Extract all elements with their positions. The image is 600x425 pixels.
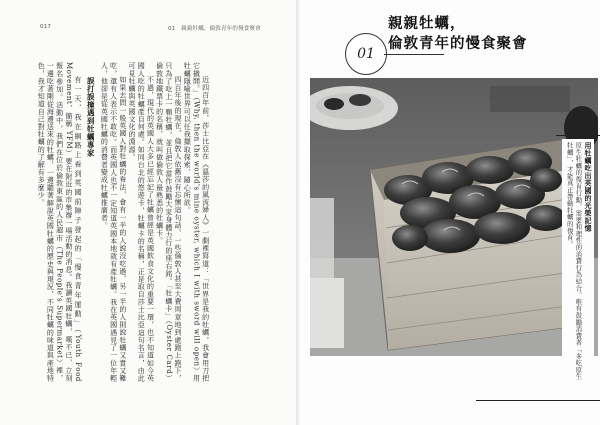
section-heading: 誤打誤撞遇到牡蠣專家 [86, 76, 96, 157]
chapter-number: 01 [357, 46, 375, 62]
callout-heading: 用牡蠣吃出英國的光榮記憶 [584, 142, 592, 232]
callout-body: 原生牡蠣的復育行動，需要和理性的消費行為結合。唯有鼓勵消費者「多吃原生牡蠣」，才能真正帶動牡蠣的復育。 [565, 142, 582, 380]
page-number: 017 [40, 24, 52, 30]
right-page [300, 0, 600, 425]
chapter-number-badge [345, 33, 387, 75]
paragraph: 有一天，我在網路上看到英國前陣子發起的「慢食青年運動」（Youth Food Movement，簡稱 YFM）要在附近的市集辦一場活動的消息。我讀英國牡蠣，嘆不已，立刻報名參加。活動中，我們在位於倫敦東區的人民超市（The People's Supermarket）裡，一邊吃著剛從海邊送來的牡蠣，一邊聽著解說英國牡蠣的歷史與現況，不同牡蠣的味道與產地特色，我才知道自己對牡蠣的了解有多麼少。 [37, 62, 83, 382]
body-text [36, 62, 288, 382]
paragraph: 四百年後的現在，倫敦人依舊沒有忘懷這句話。一些倫敦人甚至大費周章地到處跑上跑下，只為了吃上一顆牡蠣，並且把它當作鼓勵大家身體力行的座右銘。「牡蠣卡」（Oyster Card）倫敦地鐵票卡的名稱，就叫做倫敦人最熟悉的牡蠣卡。 [155, 62, 183, 382]
chapter-title-line1: 親親牡蠣， [388, 15, 466, 32]
oyster-crate-illustration [310, 78, 598, 356]
oyster-crate-photo [310, 78, 598, 356]
callout-box [556, 135, 600, 407]
callout-text [562, 139, 594, 385]
chapter-divider [384, 54, 444, 55]
paragraph: 如果去問一般英國人對牡蠣的看法，會有一半的人說沒吃過，另一半的人則說牡蠣又貴又難吃，還有人表示不敢吃。而英國人也不一定知道英國本地就有產牡蠣。我在英國遇見了一位年輕人，他卻是從英國牡蠣的消費者變成牡蠣推廣者。 [100, 62, 127, 382]
vertical-text-column [36, 62, 210, 382]
callout-rule [476, 400, 600, 401]
paragraph: 不過，現代的英國人大多已經忘記了牡蠣曾經是英國飲食文化的重要一環，也不知道如今英國人吃的牡蠣產自何處。如同台北的悠遊卡，牡蠣卡的名稱，正是取自莎士比亞這句名言，由此可見牡蠣與英國文化的淵源。 [128, 62, 155, 382]
paragraph: 近四百年前，莎士比亞在《溫莎的風流婦人》一劇裡寫道：「世界是我的牡蠣，我會用刀把它撬開。」（Why, then the world's mine oyster, which I with sword will open）用牡蠣隱喻世界可以任我擷取探索、隨心所欲。 [183, 62, 210, 382]
chapter-title [388, 14, 528, 54]
running-head: 01 親親牡蠣，倫敦青年的慢食聚會 [168, 26, 261, 32]
chapter-title-line2: 倫敦青年的慢食聚會 [388, 35, 528, 52]
